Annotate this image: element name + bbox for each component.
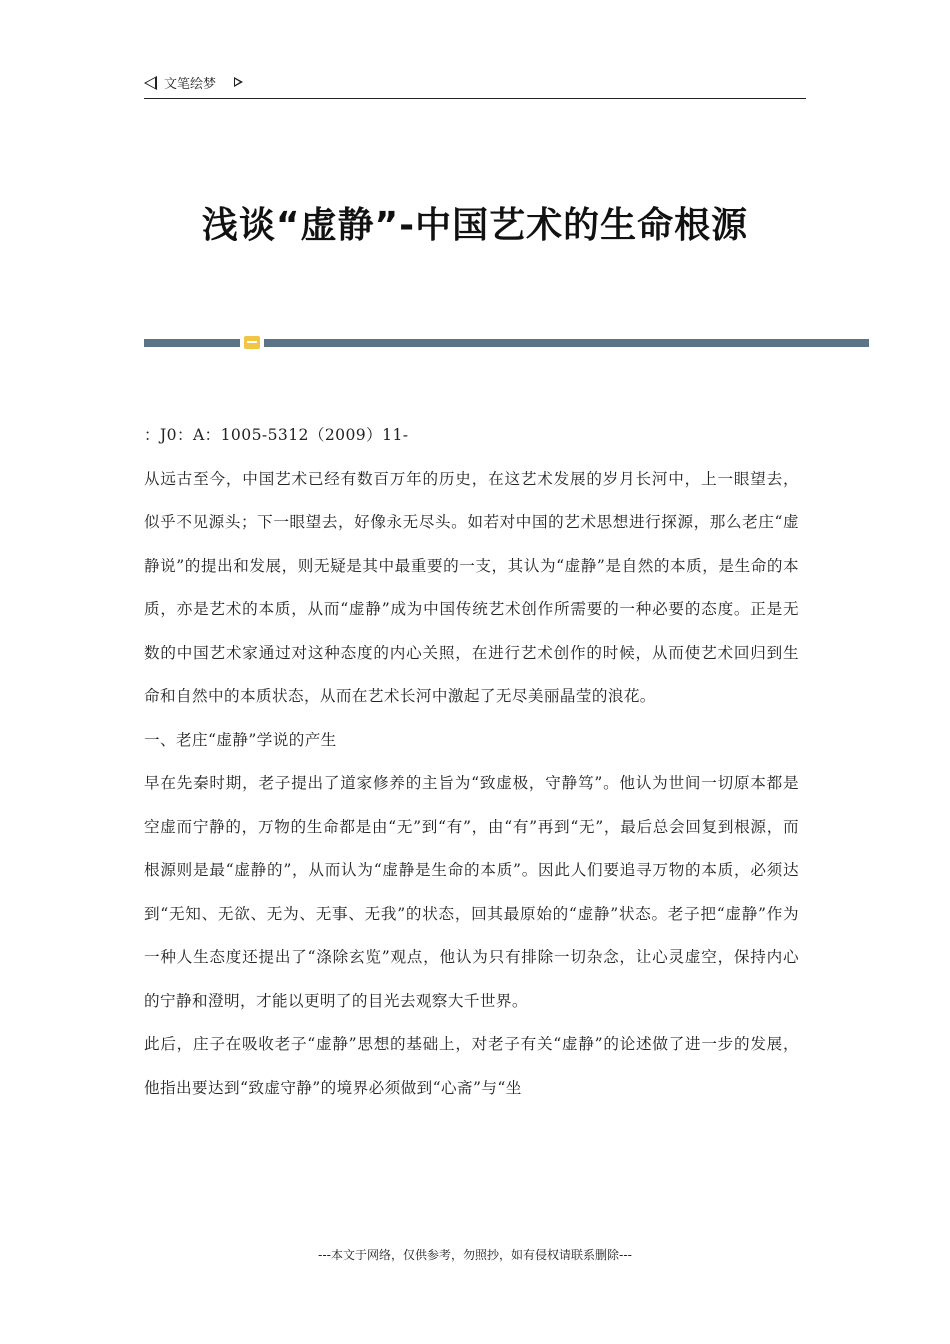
title-divider-right <box>264 339 869 347</box>
page-footer-notice: ---本文于网络，仅供参考，勿照抄，如有侵权请联系删除--- <box>318 1248 632 1262</box>
triangle-left-icon <box>144 76 157 90</box>
title-divider-left <box>144 339 240 347</box>
paragraph-laozi: 早在先秦时期，老子提出了道家修养的主旨为“致虚极，守静笃”。他认为世间一切原本都是空虚而宁静的，万物的生命都是由“无”到“有”，由“有”再到“无”，最后总会回复到根源，而根源则是最“虚静的”，从而认为“虚静是生命的本质”。因此人们要追寻万物的本质，必须达到“无知、无欲、无为、无事、无我”的状态，回其最原始的“虚静”状态。老子把“虚静”作为一种人生态度还提出了“涤除玄览”观点，他认为只有排除一切杂念，让心灵虚空，保持内心的宁静和澄明，才能以更明了的目光去观察大千世界。 <box>144 774 799 1010</box>
page-header <box>144 72 806 99</box>
triangle-right-icon <box>234 77 243 87</box>
article-meta: ：J0：A：1005-5312（2009）11- <box>144 426 409 444</box>
section-heading: 一、老庄“虚静”学说的产生 <box>144 730 337 749</box>
document-title: 浅谈“虚静”-中国艺术的生命根源 <box>201 205 749 246</box>
header-brand: 文笔绘梦 <box>164 77 217 92</box>
paragraph-intro: 从远古至今，中国艺术已经有数百万年的历史，在这艺术发展的岁月长河中，上一眼望去，似乎不见源头；下一眼望去，好像永无尽头。如若对中国的艺术思想进行探源，那么老庄“虚静说”的提出和发展，则无疑是其中最重要的一支，其认为“虚静”是自然的本质，是生命的本质，亦是艺术的本质，从而“虚静”成为中国传统艺术创作所需要的一种必要的态度。正是无数的中国艺术家通过对这种态度的内心关照，在进行艺术创作的时候，从而使艺术回归到生命和自然中的本质状态，从而在艺术长河中激起了无尽美丽晶莹的浪花。 <box>144 469 799 705</box>
divider-ornament-icon <box>244 336 260 349</box>
document-body <box>144 414 799 1110</box>
paragraph-zhuangzi: 此后，庄子在吸收老子“虚静”思想的基础上，对老子有关“虚静”的论述做了进一步的发展，他指出要达到“致虚守静”的境界必须做到“心斋”与“坐 <box>144 1035 799 1097</box>
